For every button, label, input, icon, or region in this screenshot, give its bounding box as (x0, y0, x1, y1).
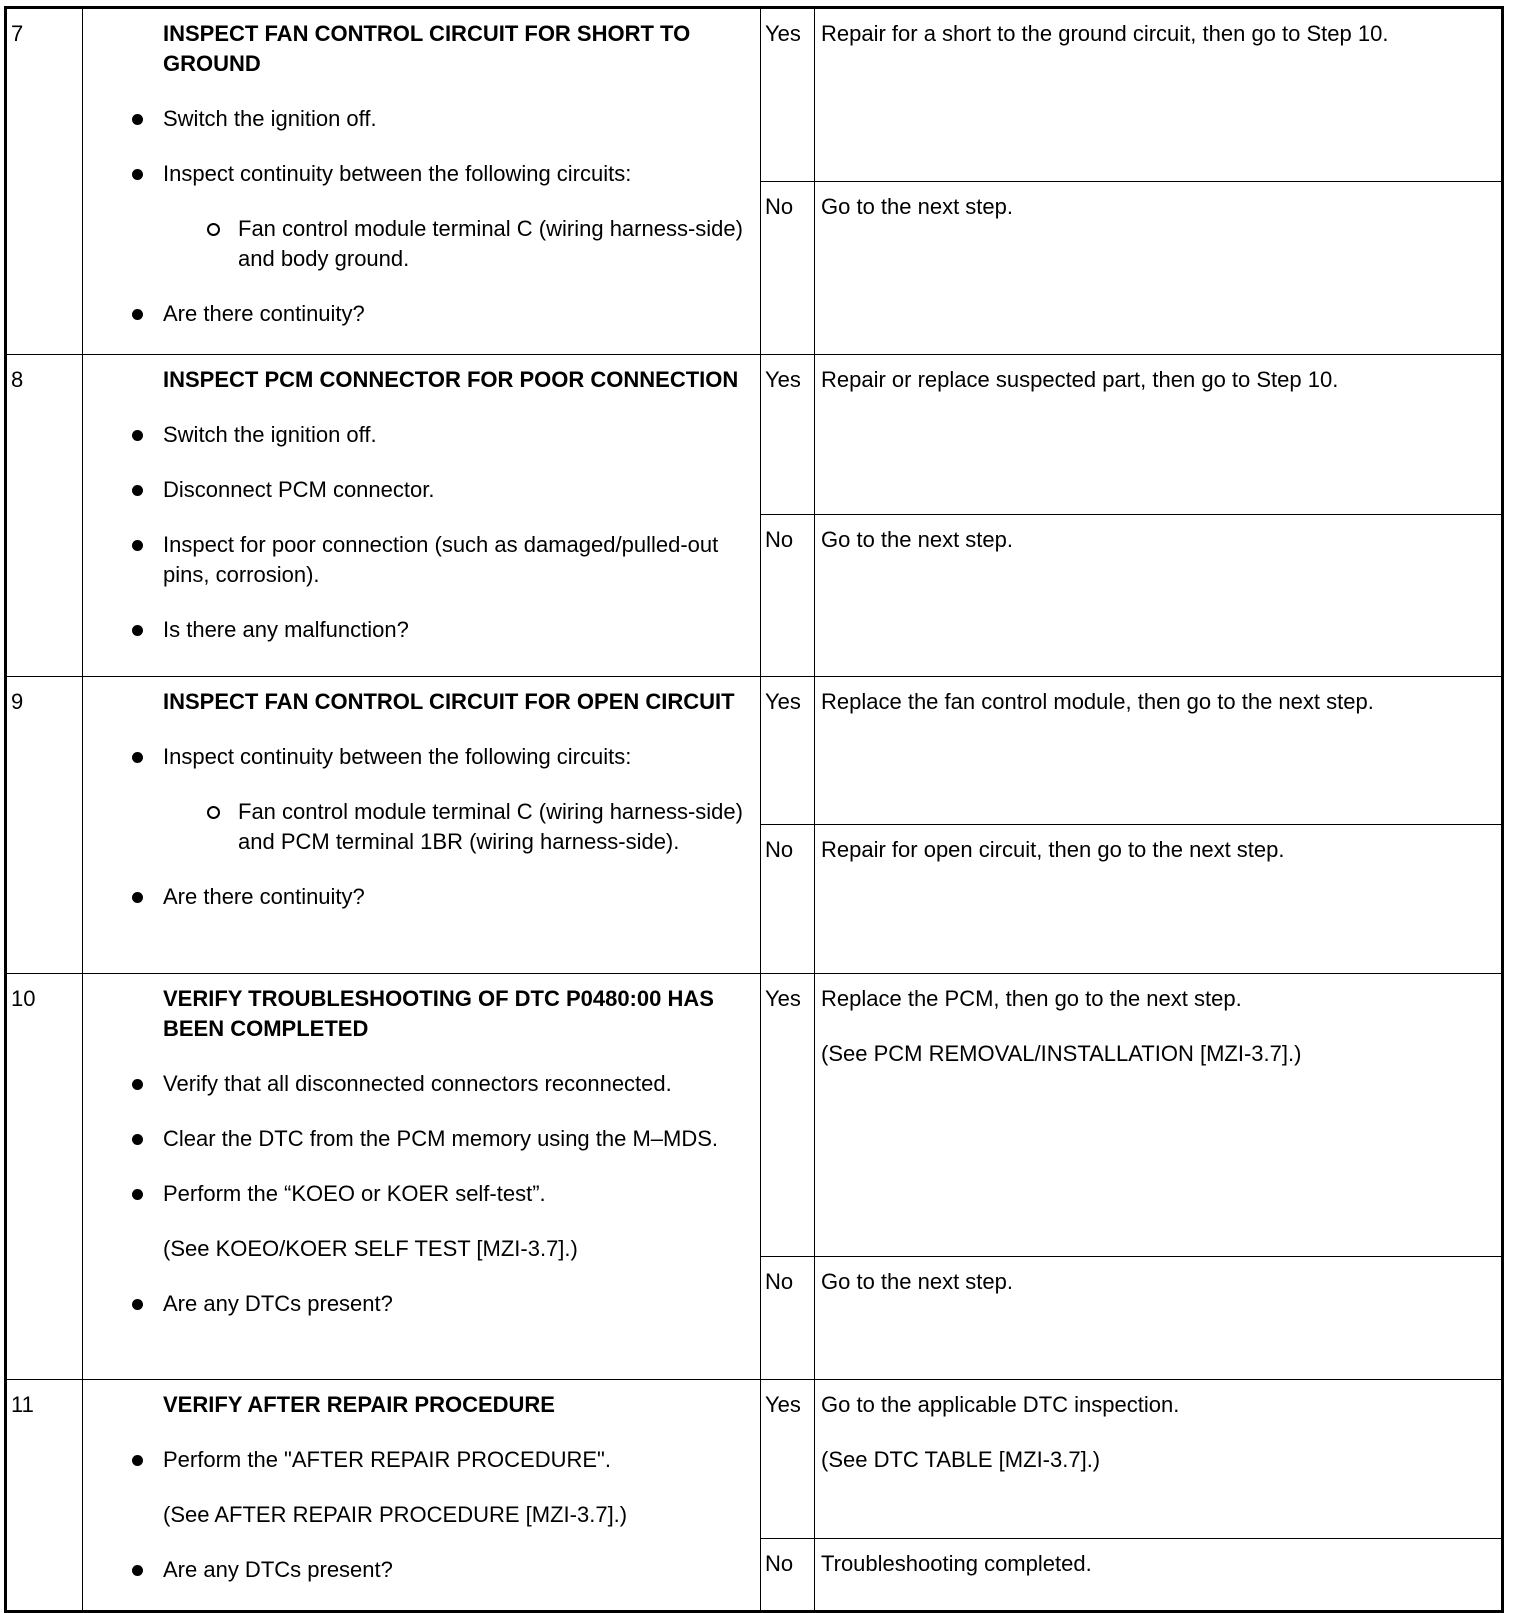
no-label: No (761, 515, 815, 677)
no-action (815, 825, 1503, 974)
step-number: 8 (6, 355, 83, 677)
yes-action (815, 677, 1503, 825)
step-procedure-body (83, 1380, 760, 1585)
action-text: (See PCM REMOVAL/INSTALLATION [MZI-3.7].) (821, 1041, 1302, 1066)
bullet-item: Are there continuity? (163, 882, 750, 912)
no-label: No (761, 1539, 815, 1612)
step-procedure (83, 677, 761, 974)
yes-action (815, 974, 1503, 1257)
bullet-item: Switch the ignition off. (163, 420, 750, 450)
yes-action (815, 355, 1503, 515)
action-text: Go to the next step. (821, 193, 1014, 219)
step-number: 11 (6, 1380, 83, 1612)
step-procedure-body (83, 974, 760, 1319)
bullet-item: Are any DTCs present? (163, 1555, 750, 1585)
yes-action (815, 8, 1503, 182)
yes-label: Yes (761, 974, 815, 1257)
yes-label: Yes (761, 8, 815, 182)
yes-action (815, 1380, 1503, 1539)
step-procedure (83, 1380, 761, 1612)
step-title: VERIFY AFTER REPAIR PROCEDURE (163, 1392, 555, 1417)
step-title: INSPECT FAN CONTROL CIRCUIT FOR OPEN CIRCUIT (163, 689, 735, 714)
bullet-item: Disconnect PCM connector. (163, 475, 750, 505)
step-number: 7 (6, 8, 83, 355)
step-row (6, 355, 1503, 515)
step-procedure-body (83, 9, 760, 329)
yes-label: Yes (761, 1380, 815, 1539)
bullet-item: Perform the "AFTER REPAIR PROCEDURE". (163, 1445, 750, 1475)
action-text: (See DTC TABLE [MZI-3.7].) (821, 1447, 1101, 1472)
action-text: Repair for a short to the ground circuit, then go to Step 10. (821, 21, 1389, 46)
step-procedure-body (83, 355, 760, 645)
no-action (815, 181, 1503, 355)
bullet-item: Are there continuity? (163, 299, 750, 329)
bullet-item: Inspect continuity between the following circuits: (163, 742, 750, 772)
step-procedure (83, 8, 761, 355)
action-text: Repair for open circuit, then go to the next step. (821, 837, 1285, 862)
yes-label: Yes (761, 355, 815, 515)
bullet-item: Is there any malfunction? (163, 615, 750, 645)
bullet-item: Perform the “KOEO or KOER self-test”. (163, 1179, 750, 1209)
procedure-text: (See AFTER REPAIR PROCEDURE [MZI-3.7].) (163, 1502, 628, 1527)
step-number: 9 (6, 677, 83, 974)
bullet-item: Are any DTCs present? (163, 1289, 750, 1319)
bullet-item: Inspect for poor connection (such as damaged/pulled-out pins, corrosion). (163, 530, 750, 590)
step-procedure (83, 355, 761, 677)
no-label: No (761, 825, 815, 974)
sub-bullet-item: Fan control module terminal C (wiring harness-side) and PCM terminal 1BR (wiring harness-side). (238, 797, 750, 857)
no-label: No (761, 1257, 815, 1380)
step-row (6, 974, 1503, 1257)
step-procedure-body (83, 677, 760, 912)
action-text: Go to the applicable DTC inspection. (821, 1392, 1180, 1417)
bullet-item: Verify that all disconnected connectors reconnected. (163, 1069, 750, 1099)
step-title: INSPECT FAN CONTROL CIRCUIT FOR SHORT TO GROUND (163, 21, 691, 76)
bullet-item: Inspect continuity between the following circuits: (163, 159, 750, 189)
step-row (6, 8, 1503, 182)
action-text: Replace the fan control module, then go to the next step. (821, 689, 1374, 714)
no-action (815, 1539, 1503, 1612)
action-text: Troubleshooting completed. (821, 1551, 1092, 1577)
no-label: No (761, 181, 815, 355)
step-number: 10 (6, 974, 83, 1380)
no-action (815, 1257, 1503, 1380)
step-procedure (83, 974, 761, 1380)
sub-bullet-item: Fan control module terminal C (wiring harness-side) and body ground. (238, 214, 750, 274)
step-row (6, 677, 1503, 825)
action-text: Replace the PCM, then go to the next step. (821, 986, 1242, 1011)
step-title: VERIFY TROUBLESHOOTING OF DTC P0480:00 HAS BEEN COMPLETED (163, 986, 714, 1041)
table-body (6, 8, 1503, 1612)
bullet-item: Clear the DTC from the PCM memory using the M–MDS. (163, 1124, 750, 1154)
action-text: Go to the next step. (821, 1269, 1014, 1294)
action-text: Go to the next step. (821, 527, 1014, 552)
no-action (815, 515, 1503, 677)
yes-label: Yes (761, 677, 815, 825)
bullet-item: Switch the ignition off. (163, 104, 750, 134)
procedure-text: (See KOEO/KOER SELF TEST [MZI-3.7].) (163, 1236, 578, 1261)
action-text: Repair or replace suspected part, then go to Step 10. (821, 367, 1339, 392)
step-row (6, 1380, 1503, 1539)
step-title: INSPECT PCM CONNECTOR FOR POOR CONNECTION (163, 367, 739, 392)
troubleshooting-table (4, 6, 1504, 1613)
